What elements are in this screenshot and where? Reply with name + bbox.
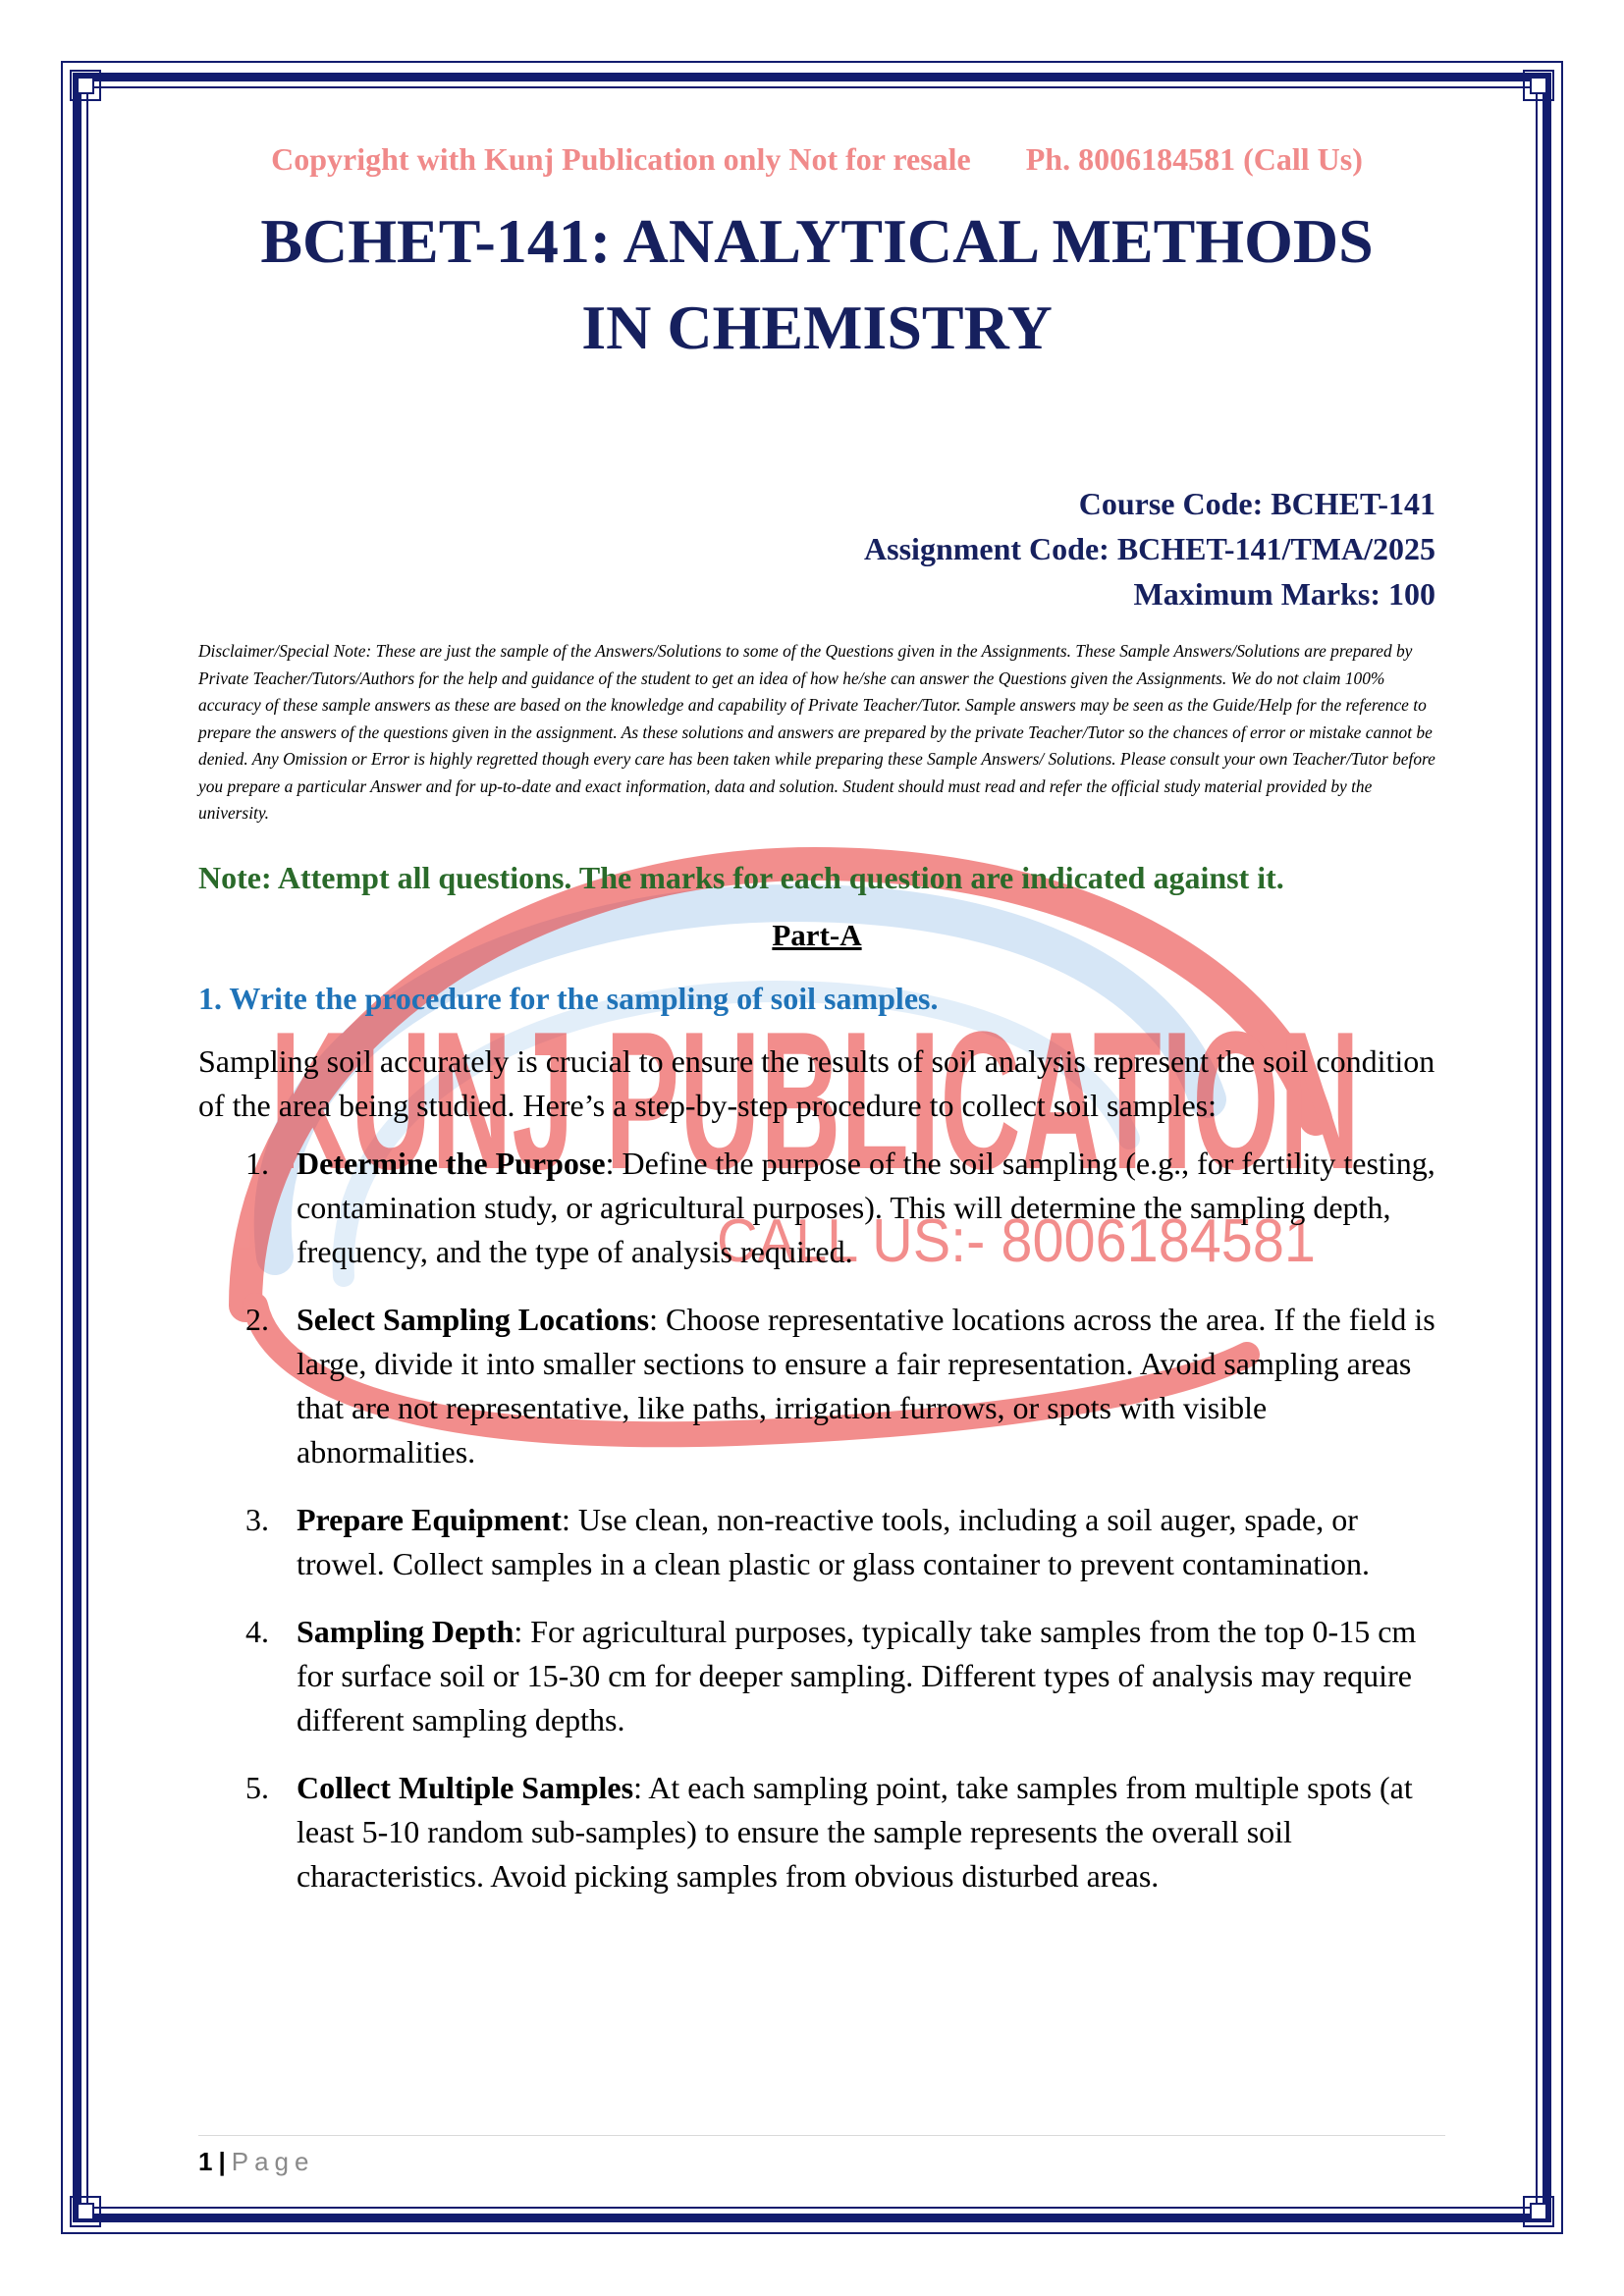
phone-number: Ph. 8006184581 (Call Us)	[1025, 141, 1363, 177]
document-title	[198, 198, 1435, 371]
procedure-step	[198, 1298, 1435, 1474]
svg-text:CALL US:- 8006184581: CALL US:- 8006184581	[717, 1207, 1316, 1275]
step-number: 4.	[245, 1613, 269, 1649]
step-number: 2.	[245, 1301, 269, 1337]
procedure-step	[198, 1766, 1435, 1898]
step-text: : For agricultural purposes, typically take samples from the top 0-15 cm for surface soil or 15-30 cm for deeper sampling. Different types of analysis may require different sampling depths.	[297, 1613, 1417, 1737]
step-text: : Use clean, non-reactive tools, including a soil auger, spade, or trowel. Collect samples in a clean plastic or glass container to prevent contamination.	[297, 1501, 1370, 1581]
step-title: Select Sampling Locations	[297, 1301, 650, 1337]
assignment-code: Assignment Code: BCHET-141/TMA/2025	[864, 531, 1435, 566]
procedure-steps	[198, 1142, 1435, 1898]
procedure-step	[198, 1610, 1435, 1742]
procedure-step	[198, 1498, 1435, 1586]
step-number: 3.	[245, 1501, 269, 1537]
assignment-meta	[198, 481, 1435, 616]
maximum-marks: Maximum Marks: 100	[1133, 576, 1435, 612]
page-label: Page	[231, 2147, 315, 2176]
page-footer	[198, 2144, 314, 2179]
step-title: Sampling Depth	[297, 1613, 514, 1649]
step-title: Prepare Equipment	[297, 1501, 562, 1537]
page-number: 1	[198, 2147, 213, 2176]
footer-separator: |	[218, 2147, 226, 2176]
disclaimer-note: Disclaimer/Special Note: These are just the sample of the Answers/Solutions to some of the Questions given in the Assignments. These Sample Answers/Solutions are prepared by Private Teacher/Tutors/Authors for the help and guidance of the student to get an idea of how he/she can answer the Questions given the Assignments. We do not claim 100% accuracy of these sample answers as these are based on the knowledge and capability of Private Teacher/Tutor. Sample answers may be seen as the Guide/Help for the reference to prepare the answers of the questions given in the assignment. As these solutions and answers are prepared by the private Teacher/Tutor so the chances of error or mistake cannot be denied. Any Omission or Error is highly regretted though every care has been taken while preparing these Sample Answers/ Solutions. Please consult your own Teacher/Tutor before you prepare a particular Answer and for up-to-date and exact information, data and solution. Student should must read and refer the official study material provided by the university.	[198, 641, 1435, 823]
instructions-note: Note: Attempt all questions. The marks for each question are indicated against it.	[198, 859, 1284, 895]
border-corner-ornament	[1522, 2195, 1555, 2228]
copyright-notice: Copyright with Kunj Publication only Not for resale	[271, 141, 971, 177]
step-text: : Choose representative locations across the area. If the field is large, divide it into smaller sections to ensure a fair representation. Avoid sampling areas that are not representative, like paths, irrigation furrows, or spots with visible abnormalities.	[297, 1301, 1435, 1469]
copyright-banner	[198, 137, 1435, 181]
footer-divider	[198, 2135, 1445, 2136]
border-corner-ornament	[69, 2195, 102, 2228]
page-content	[198, 137, 1435, 1922]
svg-text:KUNJ PUBLICATION: KUNJ PUBLICATION	[270, 991, 1360, 1210]
question-heading: 1. Write the procedure for the sampling of soil samples.	[198, 980, 939, 1016]
step-text: : At each sampling point, take samples from multiple spots (at least 5-10 random sub-samples) to ensure the sample represents the overall soil characteristics. Avoid picking samples from obvious disturbed areas.	[297, 1769, 1413, 1894]
answer-intro: Sampling soil accurately is crucial to ensure the results of soil analysis represent the soil condition of the area being studied. Here’s a step-by-step procedure to collect soil samples:	[198, 1042, 1435, 1123]
border-corner-ornament	[1522, 69, 1555, 102]
title-line-2: IN CHEMISTRY	[581, 293, 1053, 362]
step-title: Collect Multiple Samples	[297, 1769, 634, 1805]
part-heading: Part-A	[772, 917, 862, 952]
title-line-1: BCHET-141: ANALYTICAL METHODS	[260, 206, 1374, 276]
step-number: 5.	[245, 1769, 269, 1805]
border-corner-ornament	[69, 69, 102, 102]
course-code: Course Code: BCHET-141	[1078, 486, 1435, 521]
procedure-step	[198, 1142, 1435, 1274]
step-number: 1.	[245, 1145, 269, 1181]
step-text: : Define the purpose of the soil sampling (e.g., for fertility testing, contamination study, or agricultural purposes). This will determine the sampling depth, frequency, and the type of analysis required.	[297, 1145, 1435, 1269]
step-title: Determine the Purpose	[297, 1145, 606, 1181]
